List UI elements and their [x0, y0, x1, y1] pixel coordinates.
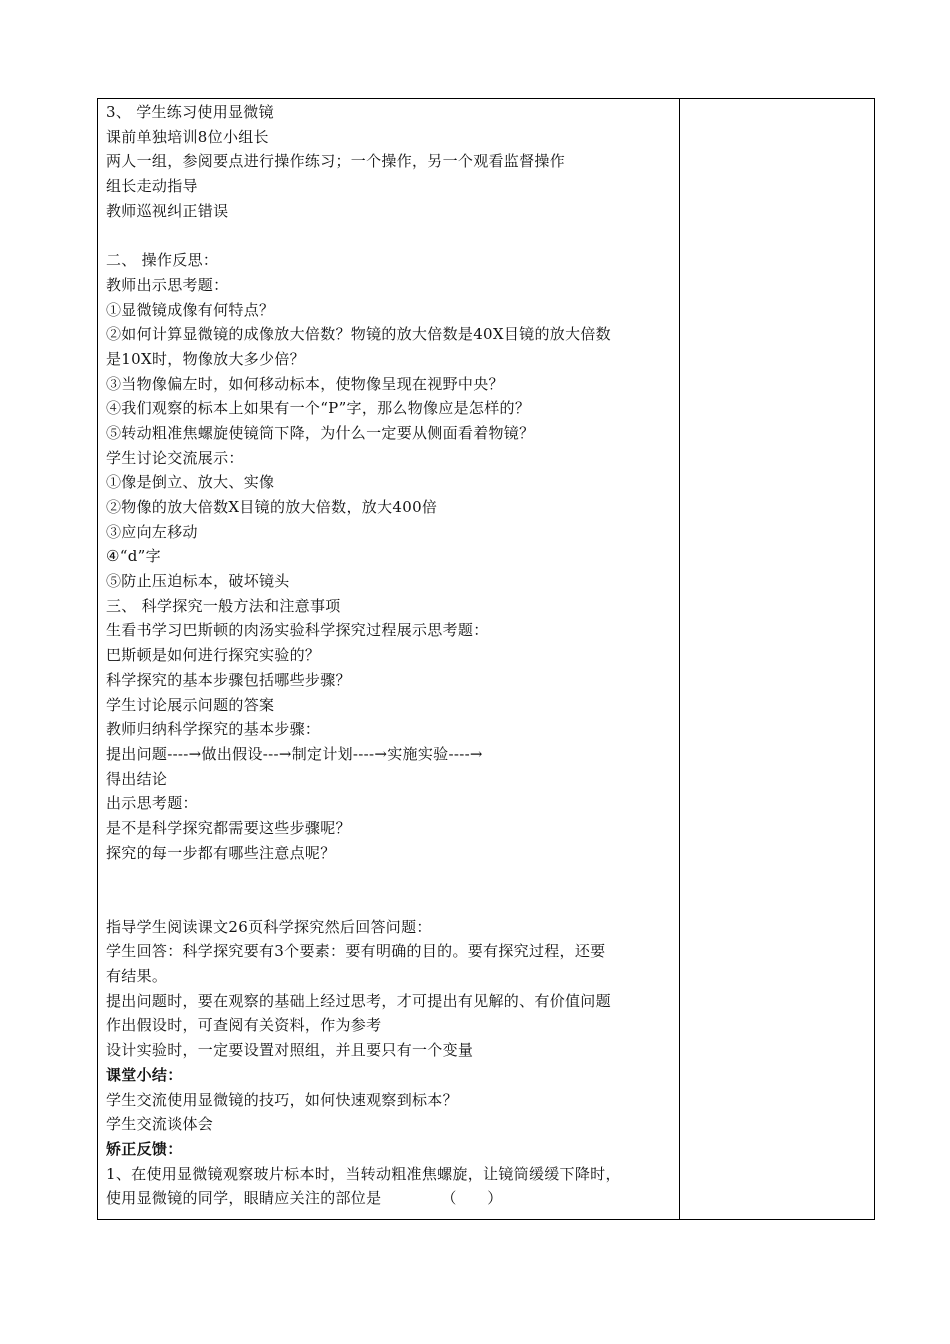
summary-heading: 课堂小结：	[106, 1065, 183, 1084]
text-line: 生看书学习巴斯顿的肉汤实验科学探究过程展示思考题：	[106, 621, 489, 640]
steps-flow: 提出问题----→做出假设---→制定计划----→实施实验----→	[106, 744, 483, 763]
text-line: 3、 学生练习使用显微镜	[106, 103, 274, 121]
question-text: 1、在使用显微镜观察玻片标本时，当转动粗准焦螺旋，让镜筒缓缓下降时，	[106, 1164, 621, 1183]
text-line: 指导学生阅读课文26页科学探究然后回答问题：	[106, 917, 432, 936]
question-stem: 使用显微镜的同学，眼睛应关注的部位是	[106, 1189, 382, 1208]
section-heading: 二、 操作反思：	[106, 251, 219, 270]
text-line: 出示思考题：	[106, 794, 198, 813]
text-line: 学生交流使用显微镜的技巧，如何快速观察到标本？	[106, 1090, 458, 1109]
text-line: 教师出示思考题：	[106, 275, 229, 294]
lesson-content	[106, 100, 672, 1211]
question-item: ⑤转动粗准焦螺旋使镜筒下降，为什么一定要从侧面看着物镜？	[106, 423, 535, 442]
question-item: ③当物像偏左时，如何移动标本，使物像呈现在视野中央？	[106, 374, 504, 393]
text-line: 课前单独培训8位小组长	[106, 127, 269, 146]
text-line: 组长走动指导	[106, 177, 198, 196]
text-line: 两人一组，参阅要点进行操作练习；一个操作，另一个观看监督操作	[106, 152, 566, 171]
text-line: 设计实验时，一定要设置对照组，并且要只有一个变量	[106, 1041, 474, 1060]
question-item: ②如何计算显微镜的成像放大倍数？物镜的放大倍数是40X目镜的放大倍数	[106, 325, 611, 344]
answer-item: ①像是倒立、放大、实像	[106, 473, 275, 492]
text-line: 得出结论	[106, 769, 168, 788]
text-line: 有结果。	[106, 967, 168, 986]
text-line: 学生交流谈体会	[106, 1115, 214, 1134]
section-heading: 三、 科学探究一般方法和注意事项	[106, 596, 341, 615]
answer-item: ④“d”字	[106, 547, 161, 566]
text-line: 探究的每一步都有哪些注意点呢？	[106, 843, 336, 862]
question-item: ①显微镜成像有何特点？	[106, 300, 275, 319]
answer-item: ③应向左移动	[106, 522, 198, 541]
text-line: 教师归纳科学探究的基本步骤：	[106, 720, 321, 739]
question-item: 是10X时，物像放大多少倍？	[106, 349, 305, 368]
feedback-heading: 矫正反馈：	[106, 1139, 183, 1158]
blank-line	[106, 223, 672, 248]
text-line: 巴斯顿是如何进行探究实验的？	[106, 646, 321, 665]
answer-blank: （ ）	[441, 1189, 503, 1208]
answer-item: ②物像的放大倍数X目镜的放大倍数，放大400倍	[106, 498, 438, 516]
text-line: 学生讨论展示问题的答案	[106, 695, 275, 714]
text-line: 学生讨论交流展示：	[106, 448, 244, 467]
answer-item: ⑤防止压迫标本，破坏镜头	[106, 572, 290, 591]
text-line: 作出假设时，可查阅有关资料，作为参考	[106, 1016, 382, 1035]
column-divider	[679, 98, 680, 1220]
text-line: 提出问题时，要在观察的基础上经过思考，才可提出有见解的、有价值问题	[106, 991, 611, 1010]
text-line: 学生回答：科学探究要有3个要素：要有明确的目的。要有探究过程，还要	[106, 942, 606, 961]
text-line: 科学探究的基本步骤包括哪些步骤？	[106, 670, 351, 689]
question-text	[106, 1186, 672, 1211]
blank-line	[106, 865, 672, 914]
text-line: 教师巡视纠正错误	[106, 201, 229, 220]
question-item: ④我们观察的标本上如果有一个“P”字，那么物像应是怎样的？	[106, 399, 531, 418]
text-line: 是不是科学探究都需要这些步骤呢？	[106, 818, 351, 837]
